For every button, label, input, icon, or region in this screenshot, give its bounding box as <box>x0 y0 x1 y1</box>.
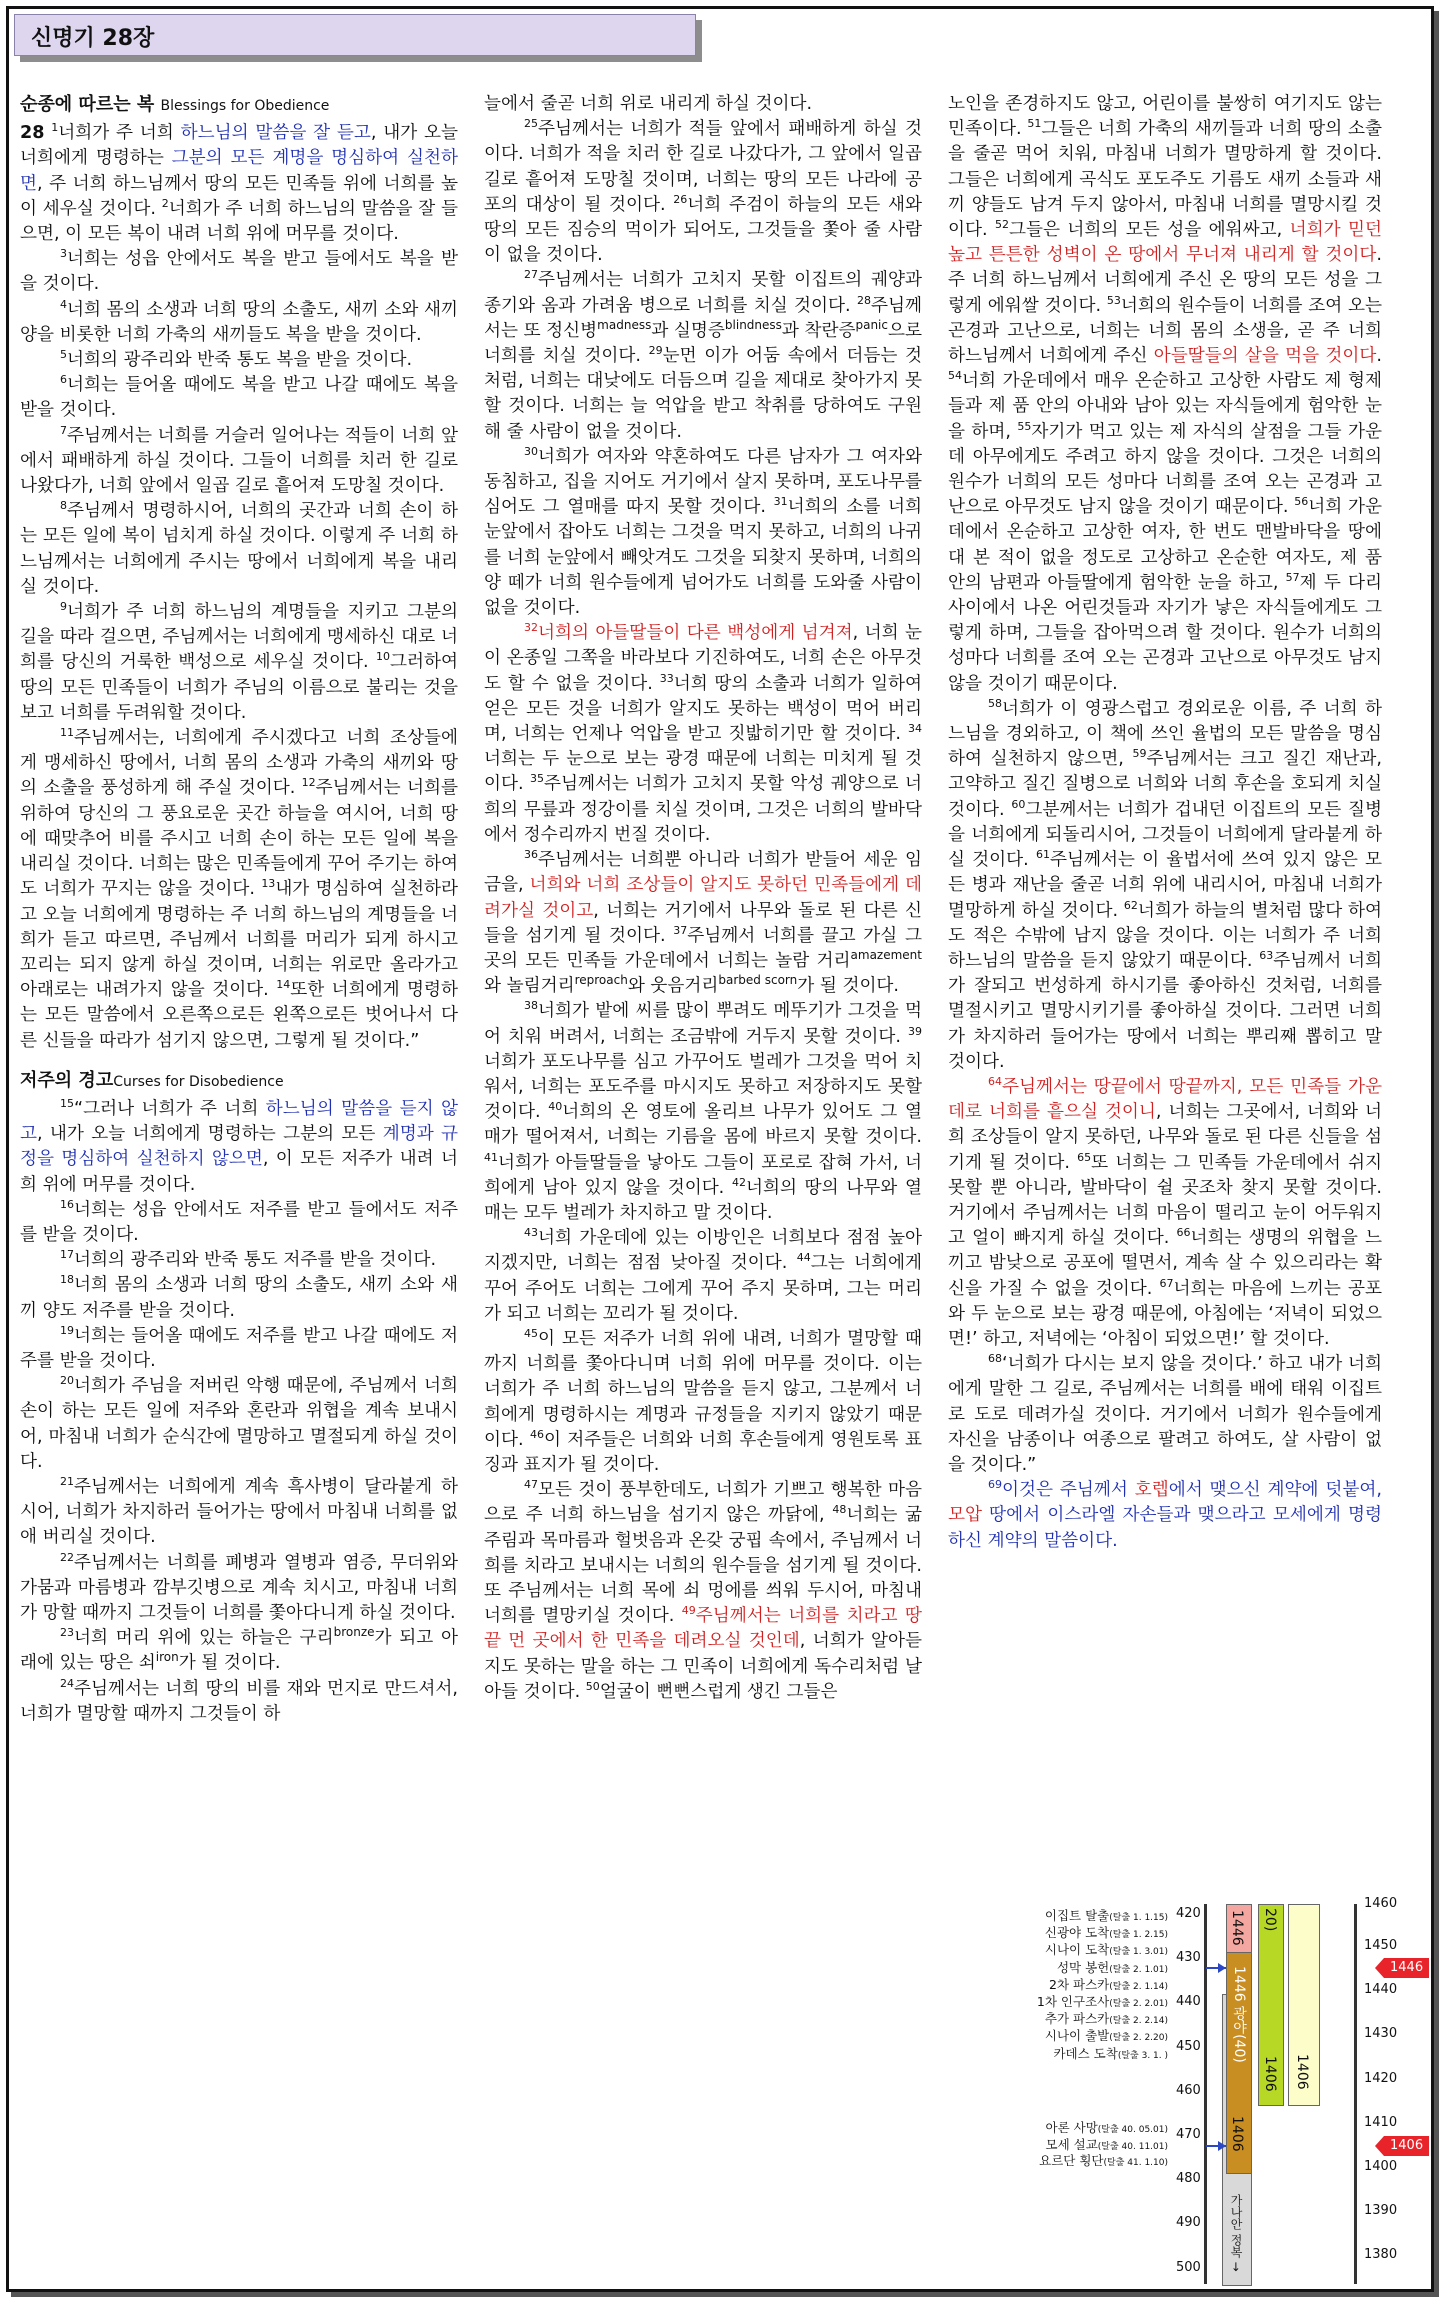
tick-right: 1450 <box>1364 1938 1398 1953</box>
timeline-event: 모세 설교(탈출 40. 11.01) <box>1045 2137 1168 2152</box>
marker-1446-head <box>1375 1958 1384 1978</box>
bar-label-conquest: 가나안 정복 → <box>1229 2194 1243 2272</box>
verse-paragraph: $^5$너희의 광주리와 반죽 통도 복을 받을 것이다. <box>60 348 413 371</box>
tick-right: 1430 <box>1364 2026 1398 2042</box>
verse-paragraph: $^{21}$주님께서는 너희에게 계속 흑사병이 달라붙게 하시어, 너희가 차지하러 들어가는 땅에서 마침내 너희를 없애 버리실 것이다. <box>20 1475 459 1548</box>
tick-left: 420 <box>1176 1906 1201 1921</box>
column-2 <box>484 92 922 1705</box>
tick-left: 440 <box>1176 1994 1201 2010</box>
chapter-title-box <box>14 14 696 56</box>
timeline-event: 성막 봉헌(탈출 2. 1.01) <box>1056 1959 1168 1975</box>
heading-ko: 저주의 경고 <box>20 1069 114 1091</box>
verse-paragraph: $^7$주님께서는 너희를 거슬러 일어나는 적들이 너희 앞에서 패배하게 하실 것이다. 그들이 너희를 치러 한 길로 나왔다가, 너희 앞에서 일곱 길로 흩어져 도망칠 것이다. <box>20 423 458 497</box>
heading-en: Curses for Disobedience <box>113 1073 284 1090</box>
tick-left: 500 <box>1176 2259 1201 2275</box>
marker-1406: 1406 <box>1384 2136 1429 2156</box>
timeline-chart <box>982 1896 1434 2284</box>
tick-right: 1420 <box>1364 2070 1398 2086</box>
timeline-event: 2차 파스카(탈출 2. 1.14) <box>1049 1976 1168 1992</box>
verse-paragraph: $^6$너희는 들어올 때에도 복을 받고 나갈 때에도 복을 받을 것이다. <box>20 373 458 421</box>
tick-left: 430 <box>1176 1950 1201 1966</box>
verse-paragraph: $^3$너희는 성읍 안에서도 복을 받고 들에서도 복을 받을 것이다. <box>20 247 458 295</box>
bar-label-wilderness: 1446 광야(40) <box>1231 1966 1247 2063</box>
tick-left: 470 <box>1176 2127 1201 2142</box>
tick-right-top: 1460 <box>1364 1896 1398 1911</box>
verse-paragraph: $^{58}$너희가 이 영광스럽고 경외로운 이름, 주 너희 하느님을 경외하고, 이 책에 쓰인 율법의 모든 말씀을 명심하여 실천하지 않으면, $^{59}$주님께서는 크고 질긴 재난과, 고약하고 질긴 질병으로 너희와 너희 후손을 호되게 치실 것이다. $^{60}$그분께서는 너희가 겁내던 이집트의 모든 질병을 너희에게 되돌리시어, 그것들이 너희에게 달라붙게 하실 것이다. $^{61}$주님께서는 이 율법서에 쓰여 있지 않은 모든 병과 재난을 줄곧 너희 위에 내리시어, 마침내 너희가 멸망하게 하실 것이다. $^{62}$너희가 하늘의 별처럼 많다 하여도 적은 수밖에 남지 않을 것이다. 이는 너희가 주 너희 하느님의 말씀을 듣지 않았기 때문이다. $^{63}$주님께서 너희가 잘되고 번성하게 하시기를 좋아하신 것처럼, 너희를 멸절시키고 멸망시키기를 좋아하실 것이다. 그러면 너희가 차지하러 들어가는 땅에서 너희는 뿌리째 뽑히고 말 것이다. <box>948 697 1382 1072</box>
verse-paragraph: $^{22}$주님께서는 너희를 폐병과 열병과 염증, 무더위와 가뭄과 마름병과 깜부깃병으로 계속 치시고, 마침내 너희가 망할 때까지 그것들이 너희를 쫓아다니게 하실 것이다. <box>20 1550 458 1623</box>
timeline-event: 시나이 도착(탈출 1. 3.01) <box>1044 1942 1168 1958</box>
bar-label-1406-green: 1406 <box>1262 2056 1278 2092</box>
verse-paragraph: 늘에서 줄곧 너희 위로 내리게 하실 것이다. <box>484 94 813 114</box>
verse-paragraph: $^{23}$너희 머리 위에 있는 하늘은 구리$^{bronze}$가 되고 아래에 있는 땅은 쇠$^{iron}$가 될 것이다. <box>20 1625 458 1674</box>
verse-paragraph: $^{45}$이 모든 저주가 너희 위에 내려, 너희가 멸망할 때까지 너희를 쫓아다니며 너희 위에 머무를 것이다. 이는 너희가 주 너희 하느님의 말씀을 듣지 않고, 그분께서 너희에게 명령하시는 계명과 규정들을 지키지 않았기 때문이다. $^{46}$이 저주들은 너희와 너희 후손들에게 영원토록 표징과 표지가 될 것이다. <box>484 1327 923 1475</box>
tick-left: 490 <box>1176 2215 1201 2231</box>
verse-paragraph: $^4$너희 몸의 소생과 너희 땅의 소출도, 새끼 소와 새끼 양을 비롯한 너희 가축의 새끼들도 복을 받을 것이다. <box>20 297 458 345</box>
tick-right: 1440 <box>1364 1982 1398 1998</box>
verse-paragraph: $^{15}$“그러나 너희가 주 너희 하느님의 말씀을 듣지 않고, 내가 오늘 너희에게 명령하는 그분의 모든 계명과 규정을 명심하여 실천하지 않으면, 이 모든 저주가 내려 너희 위에 머무를 것이다. <box>20 1097 459 1195</box>
marker-1406-head <box>1375 2136 1384 2156</box>
verse-paragraph: $^{17}$너희의 광주리와 반죽 통도 저주를 받을 것이다. <box>60 1248 437 1271</box>
timeline-axis-right <box>1354 1904 1357 2284</box>
verse-paragraph: $^{68}$‘너희가 다시는 보지 않을 것이다.’ 하고 내가 너희에게 말한 그 길로, 주님께서는 너희를 배에 태워 이집트로 도로 데려가실 것이다. 거기에서 너희가 원수들에게 자신을 남종이나 여종으로 팔려고 하여도, 살 사람이 없을 것이다.” <box>948 1352 1382 1475</box>
tick-left: 450 <box>1176 2038 1201 2054</box>
section-heading-curses <box>20 1068 458 1095</box>
column-1 <box>20 92 458 1727</box>
tick-left: 460 <box>1176 2082 1201 2098</box>
verse-paragraph: $^{27}$주님께서는 너희가 고치지 못할 이집트의 궤양과 종기와 옴과 가려움 병으로 너희를 치실 것이다. $^{28}$주님께서는 또 정신병$^{madness}$과 실명증$^{blindness}$과 착란증$^{panic}$으로 너희를 치실 것이다. $^{29}$눈먼 이가 어둠 속에서 더듬는 것처럼, 너희는 대낮에도 더듬으며 길을 제대로 찾아가지 못할 것이다. 너희는 늘 억압을 받고 착취를 당하여도 구원해 줄 사람이 없을 것이다. <box>484 268 923 442</box>
verse-paragraph: $^{30}$너희가 여자와 약혼하여도 다른 남자가 그 여자와 동침하고, 집을 지어도 거기에서 살지 못하며, 포도나무를 심어도 그 열매를 따지 못할 것이다. $^{31}$너희의 소를 너희 눈앞에서 잡아도 너희는 그것을 먹지 못하고, 너희의 나귀를 너희 눈앞에서 빼앗겨도 그것을 되찾지 못하며, 너희의 양 떼가 너희 원수들에게 넘어가도 너희를 도와줄 사람이 없을 것이다. <box>484 444 922 619</box>
bar-label-20: 20) <box>1262 1908 1278 1932</box>
bar-label-1406-brown: 1406 <box>1229 2116 1245 2152</box>
verse-paragraph: $^{43}$너희 가운데에 있는 이방인은 너희보다 점점 높아지겠지만, 너희는 점점 낮아질 것이다. $^{44}$그는 너희에게 꾸어 주어도 너희는 그에게 꾸어 주지 못하며, 그는 머리가 되고 너희는 꼬리가 될 것이다. <box>484 1226 922 1324</box>
section-heading-blessings <box>20 92 458 119</box>
timeline-event: 요르단 횡단(탈출 41. 1.10) <box>1039 2153 1168 2168</box>
verse-paragraph: $^{38}$너희가 밭에 씨를 많이 뿌려도 메뚜기가 그것을 먹어 치워 버려서, 너희는 조금밖에 거두지 못할 것이다. $^{39}$너희가 포도나무를 심고 가꾸어도 벌레가 그것을 먹어 치워서, 너희는 포도주를 마시지도 못하고 저장하지도 못할 것이다. $^{40}$너희의 온 영토에 올리브 나무가 있어도 그 열매가 떨어져서, 너희는 기름을 몸에 바르지 못할 것이다. $^{41}$너희가 아들딸들을 낳아도 그들이 포로로 잡혀 가서, 너희에게 남아 있지 않을 것이다. $^{42}$너희의 땅의 나무와 열매는 모두 벌레가 차지하고 말 것이다. <box>484 999 922 1223</box>
column-3 <box>948 92 1382 1554</box>
tick-right: 1390 <box>1364 2203 1398 2219</box>
verse-paragraph: 28 $^1$너희가 주 너희 하느님의 말씀을 잘 듣고, 내가 오늘 너희에게 명령하는 그분의 모든 계명을 명심하여 실천하면, 주 너희 하느님께서 땅의 모든 민족들 위에 너희를 높이 세우실 것이다. $^2$너희가 주 너희 하느님의 말씀을 잘 들으면, 이 모든 복이 내려 너희 위에 머무를 것이다. <box>20 121 459 245</box>
timeline-event: 이집트 탈출(탈출 1. 1.15) <box>1044 1908 1168 1923</box>
timeline-event: 추가 파스카(탈출 2. 2.14) <box>1044 2011 1168 2027</box>
verse-paragraph: $^8$주님께서 명령하시어, 너희의 곳간과 너희 손이 하는 모든 일에 복이 넘치게 하실 것이다. 이렇게 주 너희 하느님께서는 너희에게 주시는 땅에서 너희에게 복을 내리실 것이다. <box>20 499 458 597</box>
verse-paragraph: $^{20}$너희가 주님을 저버린 악행 때문에, 주님께서 너희 손이 하는 모든 일에 저주와 혼란과 위협을 계속 보내시어, 마침내 너희가 순식간에 멸망하고 멸절되게 하실 것이다. <box>20 1374 459 1472</box>
verse-paragraph: $^{47}$모든 것이 풍부한데도, 너희가 기쁘고 행복한 마음으로 주 너희 하느님을 섬기지 않은 까닭에, $^{48}$너희는 굶주림과 목마름과 헐벗음과 온갖 궁핍 속에서, 주님께서 너희를 치라고 보내시는 너희의 원수들을 섬기게 될 것이다. 또 주님께서는 너희 목에 쇠 멍에를 씌워 두시어, 마침내 너희를 멸망키실 것이다. $^{49}$주님께서는 너희를 치라고 땅끝 먼 곳에서 한 민족을 데려오실 것인데, 너희가 알아듣지도 못하는 말을 하는 그 민족이 너희에게 독수리처럼 날아들 것이다. $^{50}$얼굴이 뻔뻔스럽게 생긴 그들은 <box>484 1478 923 1702</box>
timeline-event: 시나이 출발(탈출 2. 2.20) <box>1044 2028 1168 2044</box>
heading-en: Blessings for Obedience <box>160 98 330 114</box>
tick-right: 1410 <box>1364 2114 1398 2130</box>
timeline-event: 신광야 도착(탈출 1. 2.15) <box>1044 1925 1168 1941</box>
timeline-event: 아론 사망(탈출 40. 05.01) <box>1045 2120 1168 2135</box>
timeline-axis-left <box>1204 1904 1207 2284</box>
verse-paragraph: 노인을 존경하지도 않고, 어린이를 불쌍히 여기지도 않는 민족이다. $^{51}$그들은 너희 가축의 새끼들과 너희 땅의 소출을 줄곧 먹어 치워, 마침내 너희가 멸망하게 할 것이다. 그들은 너희에게 곡식도 포도주도 기름도 새끼 소들과 새끼 양들도 남겨 두지 않아서, 마침내 너희를 멸망시킬 것이다. $^{52}$그들은 너희의 모든 성을 에워싸고, 너희가 믿던 높고 튼튼한 성벽이 온 땅에서 무너져 내리게 할 것이다. 주 너희 하느님께서 너희에게 주신 온 땅의 모든 성을 그렇게 에워쌀 것이다. $^{53}$너희의 원수들이 너희를 조여 오는 곤경과 고난으로, 너희는 너희 몸의 소생을, 곧 주 너희 하느님께서 너희에게 주신 아들딸들의 살을 먹을 것이다. $^{54}$너희 가운데에서 매우 온순하고 고상한 사람도 제 형제들과 제 품 안의 아내와 남아 있는 자식들에게 험악한 눈을 하며, $^{55}$자기가 먹고 있는 제 자식의 살점을 그들 가운데 아무에게도 주려고 하지 않을 것이다. 그것은 너희의 원수가 너희의 모든 성마다 너희를 조여 오는 곤경과 고난으로 아무것도 남지 않을 것이기 때문이다. $^{56}$너희 가운데에서 온순하고 고상한 여자, 한 번도 맨발바닥을 땅에 대 본 적이 없을 정도로 고상하고 온순한 여자도, 제 품 안의 남편과 아들딸에게 험악한 눈을 하고, $^{57}$제 두 다리 사이에서 나온 어린것들과 자기가 낳은 자식들에게도 그렇게 하며, 그들을 잡아먹으려 할 것이다. 원수가 너희의 성마다 너희를 조여 오는 곤경과 고난으로 아무것도 남지 않을 것이기 때문이다. <box>948 94 1383 694</box>
verse-paragraph: $^{69}$이것은 주님께서 호렙에서 맺으신 계약에 덧붙여, 모압 땅에서 이스라엘 자손들과 맺으라고 모세에게 명령하신 계약의 말씀이다. <box>948 1478 1382 1551</box>
bar-label-1446: 1446 <box>1229 1910 1245 1946</box>
tick-right: 1380 <box>1364 2247 1398 2263</box>
verse-paragraph: $^{11}$주님께서는, 너희에게 주시겠다고 너희 조상들에게 맹세하신 땅에서, 너희 몸의 소생과 가축의 새끼와 땅의 소출을 풍성하게 해 주실 것이다. $^{12}$주님께서는 너희를 위하여 당신의 그 풍요로운 곳간 하늘을 여시어, 너희 땅에 때맞추어 비를 주시고 너희 손이 하는 모든 일에 복을 내리실 것이다. 너희는 많은 민족들에게 꾸어 주기는 하여도 너희가 꾸지는 않을 것이다. $^{13}$내가 명심하여 실천하라고 오늘 너희에게 명령하는 주 너희 하느님의 계명들을 너희가 듣고 따르면, 주님께서 너희를 머리가 되게 하시고 꼬리는 되지 않게 하실 것이며, 너희는 위로만 올라가고 아래로는 내려가지 않을 것이다. $^{14}$또한 너희에게 명령하는 모든 말씀에서 오른쪽으로든 왼쪽으로든 벗어나서 다른 신들을 따라가 섬기지 않으면, 그렇게 될 것이다.” <box>20 726 459 1051</box>
verse-paragraph: $^{36}$주님께서는 너희뿐 아니라 너희가 받들어 세운 임금을, 너희와 너희 조상들이 알지도 못하던 민족들에게 데려가실 것이고, 너희는 거기에서 나무와 돌로 된 다른 신들을 섬기게 될 것이다. $^{37}$주님께서 너희를 끌고 가실 그곳의 모든 민족들 가운데에서 너희는 놀람 거리$^{amazement}$와 놀림거리$^{reproach}$와 웃음거리$^{barbed scorn}$가 될 것이다. <box>484 848 922 997</box>
verse-paragraph: $^{25}$주님께서는 너희가 적들 앞에서 패배하게 하실 것이다. 너희가 적을 치러 한 길로 나갔다가, 그 앞에서 일곱 길로 흩어져 도망칠 것이며, 너희는 땅의 모든 나라에 공포의 대상이 될 것이다. $^{26}$너희 주검이 하늘의 모든 새와 땅의 모든 짐승의 먹이가 되어도, 그것들을 쫓아 줄 사람이 없을 것이다. <box>484 117 922 266</box>
tick-left: 480 <box>1176 2171 1201 2187</box>
timeline-arrow-top-head <box>1218 1963 1226 1973</box>
verse-paragraph: $^{32}$너희의 아들딸들이 다른 백성에게 넘겨져, 너희 눈이 온종일 그쪽을 바라보다 기진하여도, 너희 손은 아무것도 할 수 없을 것이다. $^{33}$너희 땅의 소출과 너희가 일하여 얻은 모든 것을 너희가 알지도 못하는 백성이 먹어 버리며, 너희는 언제나 억압을 받고 짓밟히기만 할 것이다. $^{34}$너희는 두 눈으로 보는 광경 때문에 너희는 미치게 될 것이다. $^{35}$주님께서는 너희가 고치지 못할 악성 궤양으로 너희의 무릎과 정강이를 치실 것이며, 그것은 너희의 발바닥에서 정수리까지 번질 것이다. <box>484 621 923 845</box>
verse-paragraph: $^{18}$너희 몸의 소생과 너희 땅의 소출도, 새끼 소와 새끼 양도 저주를 받을 것이다. <box>20 1273 458 1321</box>
verse-paragraph: $^9$너희가 주 너희 하느님의 계명들을 지키고 그분의 길을 따라 걸으면, 주님께서는 너희에게 맹세하신 대로 너희를 당신의 거룩한 백성으로 세우실 것이다. $^{10}$그러하여 땅의 모든 민족들이 너희가 주님의 이름으로 불리는 것을 보고 너희를 두려워할 것이다. <box>20 600 459 723</box>
chapter-number: 28 <box>20 123 45 144</box>
bar-label-1406-yellow: 1406 <box>1294 2054 1310 2090</box>
verse-paragraph: $^{16}$너희는 성읍 안에서도 저주를 받고 들에서도 저주를 받을 것이다. <box>20 1197 458 1245</box>
verse-paragraph: $^{19}$너희는 들어올 때에도 저주를 받고 나갈 때에도 저주를 받을 것이다. <box>20 1323 458 1371</box>
timeline-event: 카데스 도착(탈출 3. 1. ) <box>1053 2045 1168 2061</box>
chapter-title: 신명기 28장 <box>31 26 155 51</box>
timeline-event: 1차 인구조사(탈출 2. 2.01) <box>1036 1994 1168 2009</box>
marker-1446: 1446 <box>1384 1958 1429 1978</box>
verse-paragraph: $^{64}$주님께서는 땅끝에서 땅끝까지, 모든 민족들 가운데로 너희를 흩으실 것이니, 너희는 그곳에서, 너희와 너희 조상들이 알지 못하던, 나무와 돌로 된 다른 신들을 섬기게 될 것이다. $^{65}$또 너희는 그 민족들 가운데에서 쉬지 못할 뿐 아니라, 발바닥이 쉴 곳조차 찾지 못할 것이다. 거기에서 주님께서는 너희 마음이 떨리고 눈이 어두워지고 얼이 빠지게 하실 것이다. $^{66}$너희는 생명의 위협을 느끼고 밤낮으로 공포에 떨면서, 계속 살 수 있으리라는 확신을 가질 수 없을 것이다. $^{67}$너희는 마음에 느끼는 공포와 두 눈으로 보는 광경 때문에, 아침에는 ‘저녁이 되었으면!’ 하고, 저녁에는 ‘아침이 되었으면!’ 할 것이다. <box>948 1075 1383 1349</box>
heading-ko: 순종에 따르는 복 <box>20 94 155 115</box>
verse-paragraph: $^{24}$주님께서는 너희 땅의 비를 재와 먼지로 만드셔서, 너희가 멸망할 때까지 그것들이 하 <box>20 1676 458 1724</box>
timeline-arrow-bottom-head <box>1218 2141 1226 2151</box>
tick-right: 1400 <box>1364 2159 1398 2174</box>
